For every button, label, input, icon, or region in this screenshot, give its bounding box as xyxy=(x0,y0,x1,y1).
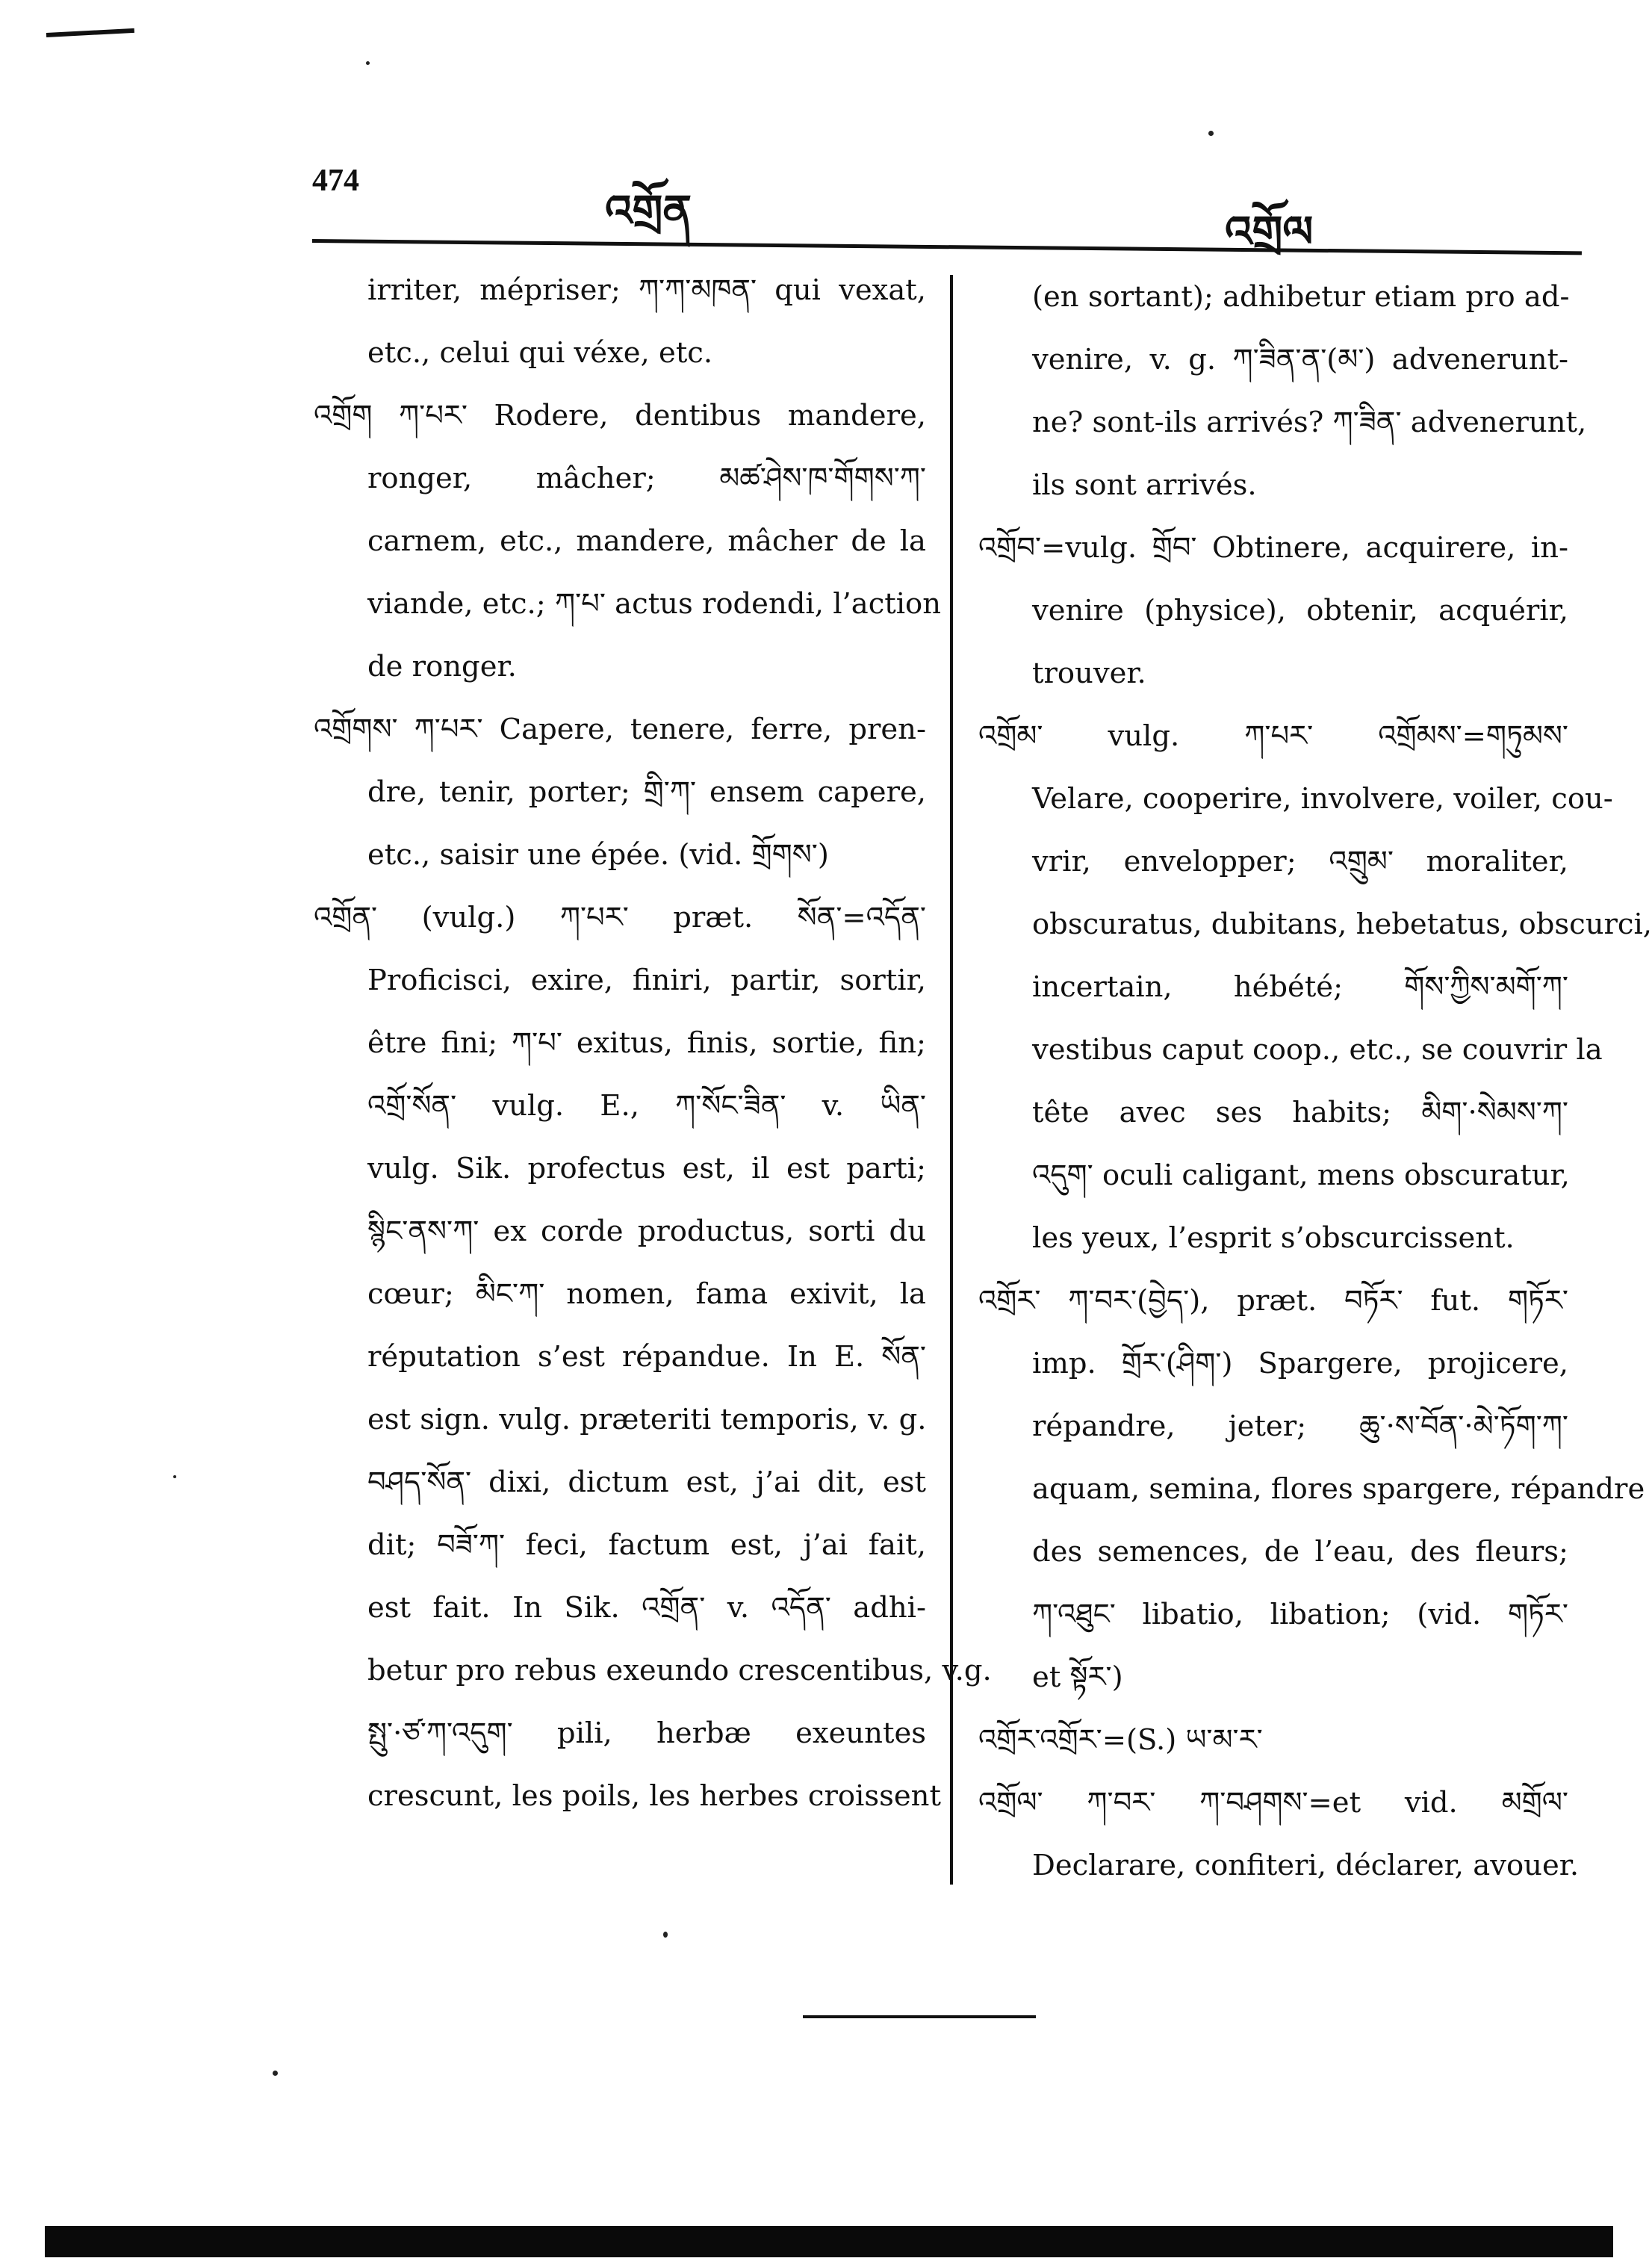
text-line: Proficisci, exire, finiri, partir, sortir, xyxy=(367,964,926,997)
entry-first-line: འགྲོལ་ ཀ་བར་ ཀ་བཤགས་=et vid. མགྲོལ་ xyxy=(978,1786,1568,1820)
text-line: ronger, mâcher; མཚ་ཤེས་ཁ་གོགས་ཀ་ xyxy=(367,462,926,495)
text-line: (en sortant); adhibetur etiam pro ad- xyxy=(1032,280,1570,314)
scan-speck xyxy=(173,1475,176,1478)
text-line: betur pro rebus exeundo crescentibus, v.g. xyxy=(367,1654,992,1687)
text-line: འདུག་ oculi caligant, mens obscuratur, xyxy=(1032,1159,1570,1192)
text-line: est sign. vulg. præteriti temporis, v. g. xyxy=(367,1403,927,1436)
scan-speck xyxy=(273,2071,278,2076)
text-line: etc., saisir une épée. (vid. གྲོགས་) xyxy=(367,838,829,872)
text-line: vulg. Sik. profectus est, il est parti; xyxy=(367,1152,926,1185)
text-line: ils sont arrivés. xyxy=(1032,468,1257,502)
scan-corner-mark xyxy=(46,28,134,37)
entry-first-line: འགྲོབ་=vulg. གྲོབ་ Obtinere, acquirere, in- xyxy=(978,531,1568,565)
text-line: et སྟོར་) xyxy=(1032,1660,1123,1694)
scan-speck xyxy=(663,1932,668,1938)
entry-first-line: འགྲོག ཀ་པར་ Rodere, dentibus mandere, xyxy=(314,399,926,432)
footer-rule xyxy=(803,2015,1036,2018)
text-line: vestibus caput coop., etc., se couvrir la xyxy=(1032,1033,1603,1067)
entry-first-line: འགྲོར་ ཀ་བར་(བྱེད་), præt. བཏོར་ fut. གཏོར་ xyxy=(978,1284,1568,1318)
left-column xyxy=(314,259,992,1828)
text-line: venire (physice), obtenir, acquérir, xyxy=(1032,594,1568,627)
text-line: obscuratus, dubitans, hebetatus, obscurci, xyxy=(1032,908,1652,941)
entry-first-line: འགྲོར་འགྲོར་=(S.) ཡ་མ་ར་ xyxy=(978,1723,1263,1757)
text-line: des semences, de l’eau, des fleurs; xyxy=(1032,1535,1568,1569)
text-line: Velare, cooperire, involvere, voiler, cou- xyxy=(1032,782,1613,816)
text-line: est fait. In Sik. འགྲོན་ v. འདོན་ adhi- xyxy=(367,1591,926,1625)
text-line: répandre, jeter; ཆུ་·ས་བོན་·མེ་ཏོག་ཀ་ xyxy=(1032,1409,1568,1443)
text-line: tête avec ses habits; མིག་·སེམས་ཀ་ xyxy=(1032,1096,1568,1129)
text-line: réputation s’est répandue. In E. སོན་ xyxy=(367,1340,926,1374)
text-line: viande, etc.; ཀ་པ་ actus rodendi, l’action xyxy=(367,587,942,621)
text-line: de ronger. xyxy=(367,650,517,683)
running-headword-left: འགྲོན xyxy=(605,185,692,236)
text-line: être fini; ཀ་པ་ exitus, finis, sortie, fin; xyxy=(367,1026,926,1060)
page-number: 474 xyxy=(312,164,359,198)
text-line: སྙིང་ནས་ཀ་ ex corde productus, sorti du xyxy=(367,1215,926,1248)
text-line: བཤད་སོན་ dixi, dictum est, j’ai dit, est xyxy=(367,1466,926,1499)
right-column xyxy=(978,266,1652,1897)
entry-first-line: འགྲོགས་ ཀ་པར་ Capere, tenere, ferre, pren- xyxy=(314,713,926,746)
scan-speck xyxy=(366,61,370,65)
text-line: cœur; མིང་ཀ་ nomen, fama exivit, la xyxy=(367,1277,926,1311)
text-line: འགྲོ་སོན་ vulg. E., ཀ་སོང་ཟིན་ v. ཡིན་ xyxy=(367,1089,926,1123)
text-line: irriter, mépriser; ཀ་ཀ་མཁན་ qui vexat, xyxy=(367,273,926,307)
scan-speck xyxy=(1208,131,1214,136)
entry-first-line: འགྲོམ་ vulg. ཀ་པར་ འགྲོམས་=གཏུམས་ xyxy=(978,719,1568,753)
text-line: dit; བཟོ་ཀ་ feci, factum est, j’ai fait, xyxy=(367,1528,926,1562)
text-line: dre, tenir, porter; གྲི་ཀ་ ensem capere, xyxy=(367,775,926,809)
scan-bottom-edge xyxy=(45,2226,1613,2257)
text-line: venire, v. g. ཀ་ཟིན་ན་(མ་) advenerunt- xyxy=(1032,343,1568,376)
text-line: Declarare, confiteri, déclarer, avouer. xyxy=(1032,1849,1580,1882)
header-rule xyxy=(312,239,1582,255)
text-line: ཀ་འཐུང་ libatio, libation; (vid. གཏོར་ xyxy=(1032,1598,1568,1631)
text-line: ne? sont-ils arrivés? ཀ་ཟིན་ advenerunt, xyxy=(1032,406,1587,439)
text-line: carnem, etc., mandere, mâcher de la xyxy=(367,524,926,558)
text-line: trouver. xyxy=(1032,657,1146,690)
text-line: crescunt, les poils, les herbes croissent xyxy=(367,1779,941,1813)
text-line: སྤུ་·ཙ་ཀ་འདུག་ pili, herbæ exeuntes xyxy=(367,1716,926,1750)
text-line: etc., celui qui véxe, etc. xyxy=(367,336,713,370)
text-line: incertain, hébété; གོས་ཀྱིས་མགོ་ཀ་ xyxy=(1032,970,1568,1004)
text-line: aquam, semina, flores spargere, répandre xyxy=(1032,1472,1645,1506)
running-headword-right: འགྲོལ xyxy=(1225,206,1314,257)
text-line: les yeux, l’esprit s’obscurcissent. xyxy=(1032,1221,1515,1255)
text-line: vrir, envelopper; འགྲུམ་ moraliter, xyxy=(1032,845,1568,878)
text-line: imp. གྲོར་(ཤིག་) Spargere, projicere, xyxy=(1032,1347,1568,1380)
entry-first-line: འགྲོན་ (vulg.) ཀ་པར་ præt. སོན་=འདོན་ xyxy=(314,901,926,934)
